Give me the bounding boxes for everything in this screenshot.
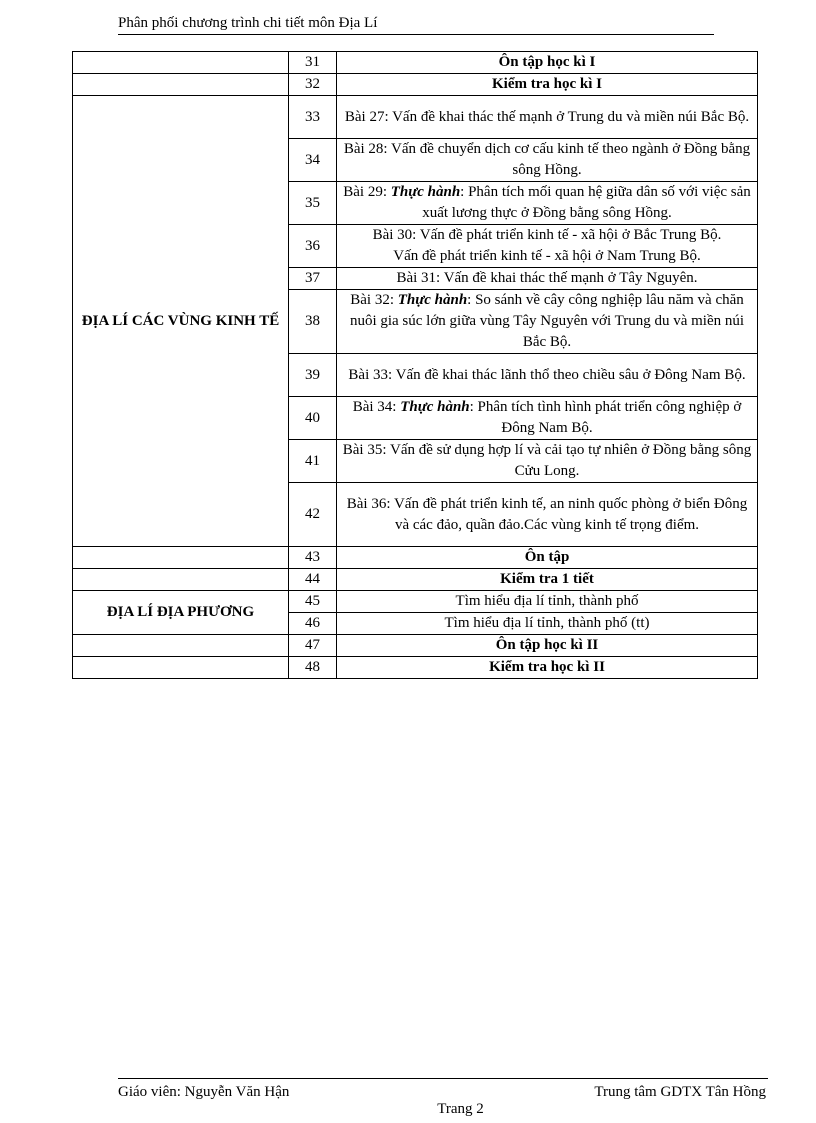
center-name: Trung tâm GDTX Tân Hồng	[594, 1084, 766, 1100]
lesson-content: Bài 27: Vấn đề khai thác thế mạnh ở Trung du và miền núi Bắc Bộ.	[337, 96, 758, 139]
lesson-number: 46	[289, 613, 337, 635]
lesson-number: 47	[289, 635, 337, 657]
practice-label: Thực hành	[397, 292, 468, 308]
topic-cell-empty	[73, 74, 289, 96]
lesson-number: 32	[289, 74, 337, 96]
lesson-number: 36	[289, 225, 337, 268]
lesson-number: 39	[289, 354, 337, 397]
practice-label: Thực hành	[400, 399, 470, 415]
topic-cell-empty	[73, 657, 289, 679]
lesson-prefix: Bài 32:	[350, 292, 398, 308]
topic-regional-economy: ĐỊA LÍ CÁC VÙNG KINH TẾ	[73, 96, 289, 547]
lesson-content: Bài 36: Vấn đề phát triển kinh tế, an ninh quốc phòng ở biển Đông và các đảo, quần đảo.Các vùng kinh tế trọng điểm.	[337, 483, 758, 547]
lesson-number: 38	[289, 290, 337, 354]
lesson-number: 48	[289, 657, 337, 679]
lesson-content: Ôn tập	[337, 547, 758, 569]
lesson-content: Bài 28: Vấn đề chuyển dịch cơ cấu kinh tế theo ngành ở Đồng bằng sông Hồng.	[337, 139, 758, 182]
lesson-content: Ôn tập học kì I	[337, 52, 758, 74]
lesson-content: Kiểm tra học kì I	[337, 74, 758, 96]
lesson-number: 34	[289, 139, 337, 182]
lesson-text: : So sánh về cây công nghiệp lâu năm và chăn nuôi gia súc lớn giữa vùng Tây Nguyên với Trung du và miền núi Bắc Bộ.	[349, 292, 745, 350]
topic-cell-empty	[73, 569, 289, 591]
lesson-content: Tìm hiểu địa lí tỉnh, thành phố (tt)	[337, 613, 758, 635]
lesson-number: 41	[289, 440, 337, 483]
curriculum-table	[72, 51, 758, 679]
lesson-text-line2: Vấn đề phát triển kinh tế - xã hội ở Nam Trung Bộ.	[393, 248, 701, 264]
lesson-content	[337, 290, 758, 354]
document-title: Phân phối chương trình chi tiết môn Địa Lí	[118, 15, 378, 31]
table-row	[73, 74, 758, 96]
page-header	[118, 12, 714, 35]
lesson-number: 37	[289, 268, 337, 290]
table-row	[73, 591, 758, 613]
lesson-number: 43	[289, 547, 337, 569]
table-row	[73, 657, 758, 679]
lesson-text: : Phân tích mối quan hệ giữa dân số với việc sản xuất lương thực ở Đồng bằng sông Hồng.	[422, 184, 751, 221]
lesson-number: 44	[289, 569, 337, 591]
topic-local-geography: ĐỊA LÍ ĐỊA PHƯƠNG	[73, 591, 289, 635]
lesson-number: 35	[289, 182, 337, 225]
lesson-content: Kiểm tra học kì II	[337, 657, 758, 679]
lesson-prefix: Bài 34:	[352, 399, 401, 415]
table-row	[73, 569, 758, 591]
lesson-text: : Phân tích tình hình phát triển công nghiệp ở Đông Nam Bộ.	[469, 399, 742, 436]
practice-label: Thực hành	[390, 184, 461, 200]
lesson-number: 31	[289, 52, 337, 74]
lesson-content	[337, 397, 758, 440]
lesson-prefix: Bài 29:	[343, 184, 391, 200]
page-number: Trang 2	[437, 1101, 484, 1117]
topic-cell-empty	[73, 52, 289, 74]
topic-cell-empty	[73, 635, 289, 657]
table-row	[73, 96, 758, 139]
lesson-content	[337, 225, 758, 268]
table-row	[73, 52, 758, 74]
teacher-name: Giáo viên: Nguyễn Văn Hận	[118, 1084, 290, 1100]
lesson-content: Bài 31: Vấn đề khai thác thế mạnh ở Tây Nguyên.	[337, 268, 758, 290]
topic-cell-empty	[73, 547, 289, 569]
lesson-content: Kiểm tra 1 tiết	[337, 569, 758, 591]
lesson-number: 45	[289, 591, 337, 613]
lesson-number: 33	[289, 96, 337, 139]
lesson-content: Tìm hiểu địa lí tỉnh, thành phố	[337, 591, 758, 613]
lesson-text: Bài 30: Vấn đề phát triển kinh tế - xã hội ở Bắc Trung Bộ.	[372, 227, 722, 243]
lesson-number: 42	[289, 483, 337, 547]
page-footer	[118, 1078, 768, 1100]
lesson-content: Ôn tập học kì II	[337, 635, 758, 657]
lesson-content: Bài 33: Vấn đề khai thác lãnh thổ theo chiều sâu ở Đông Nam Bộ.	[337, 354, 758, 397]
lesson-number: 40	[289, 397, 337, 440]
lesson-content: Bài 35: Vấn đề sử dụng hợp lí và cải tạo tự nhiên ở Đồng bằng sông Cửu Long.	[337, 440, 758, 483]
lesson-content	[337, 182, 758, 225]
table-row	[73, 635, 758, 657]
table-row	[73, 547, 758, 569]
